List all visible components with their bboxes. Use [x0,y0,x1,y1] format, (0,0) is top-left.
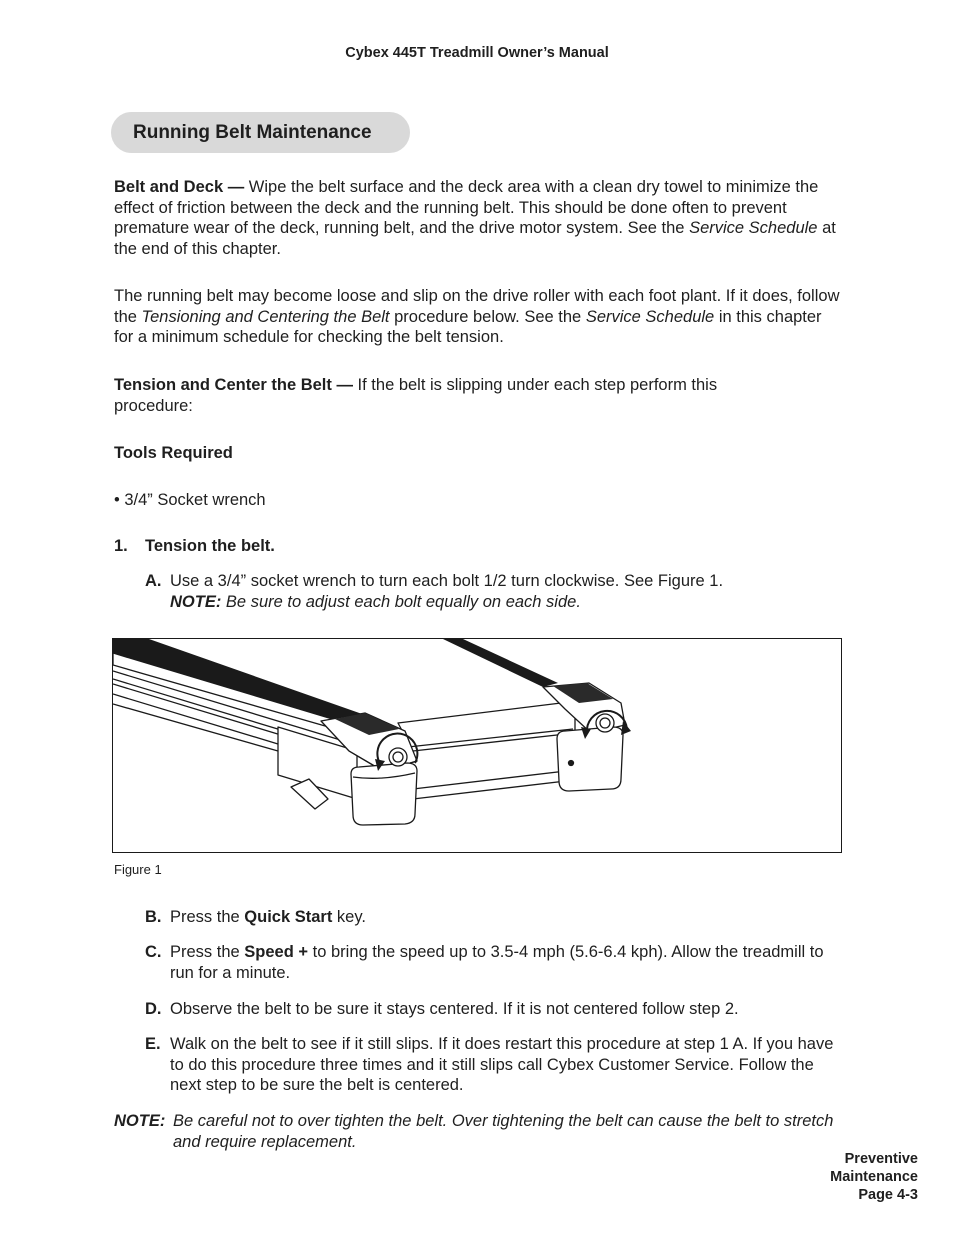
substep-c-text-2: to bring the speed up to 3.5-4 mph (5.6-6.4 kph). Allow the treadmill to run for a minute. [170,943,824,982]
loose-belt-paragraph [114,286,844,348]
substep-c-text-1: Press the [170,943,245,961]
substep-c [0,942,954,986]
figure-caption: Figure 1 [114,862,162,877]
speed-plus-key-label: Speed + [244,943,309,961]
tension-center-paragraph [114,375,774,416]
substep-a-note-text: Be sure to adjust each bolt equally on each side. [221,593,581,611]
service-schedule-ref-2: Service Schedule [585,307,715,326]
substep-b-text-1: Press the [170,908,245,926]
step-1-number: 1. [114,537,128,555]
substep-e [0,1034,954,1098]
substep-e-letter: E. [145,1035,161,1053]
substep-a-letter: A. [145,572,162,590]
note-label: NOTE: [114,1112,166,1130]
substep-b-text [170,907,840,928]
manual-title: Cybex 445T Treadmill Owner’s Manual [345,45,609,61]
tools-item: • 3/4” Socket wrench [114,491,266,509]
quick-start-key-label: Quick Start [244,908,333,926]
substep-a-instruction: Use a 3/4” socket wrench to turn each bolt 1/2 turn clockwise. See Figure 1. [170,572,724,590]
substep-a-text [170,571,840,613]
step-1-title: Tension the belt. [145,537,275,555]
loose-belt-text-3: in this chapter for a minimum schedule for checking the belt tension. [114,307,822,346]
substep-b-letter: B. [145,908,162,926]
tension-center-text: If the belt is slipping under each step perform this procedure: [114,376,718,415]
substep-c-letter: C. [145,943,162,961]
page-footer [830,1150,918,1204]
substep-c-text [170,942,840,984]
treadmill-rear-illustration [113,639,840,851]
substep-e-text: Walk on the belt to see if it still slips. If it does restart this procedure at step 1 A. If you have to do this procedure three times and it still slips call Cybex Customer Service. Follow the next step to be sure the belt is centered. [170,1035,834,1094]
substep-b [0,907,954,931]
note-text: Be careful not to over tighten the belt. Over tightening the belt can cause the belt to stretch and require replacement. [173,1112,834,1151]
substep-d-letter: D. [145,1000,162,1018]
tools-heading: Tools Required [114,444,233,462]
belt-deck-tail: at the end of this chapter. [114,219,836,258]
figure-1 [112,638,842,853]
belt-deck-text: Wipe the belt surface and the deck area with a clean dry towel to minimize the effect of friction between the deck and the running belt. This should be done often to prevent premature wear of the deck, running belt, and the drive motor system. See the [114,178,819,237]
service-schedule-ref: Service Schedule [689,219,818,237]
belt-deck-label: Belt and Deck — [114,178,245,196]
footer-line-1: Preventive [844,1151,918,1167]
step-1-heading [114,536,844,557]
tensioning-ref: Tensioning and Centering the Belt [141,307,390,326]
section-title: Running Belt Maintenance [111,112,410,153]
footer-line-2: Maintenance [830,1169,918,1185]
footer-page-number: Page 4-3 [858,1187,918,1203]
substep-a-note-label: NOTE: [170,593,222,611]
belt-deck-paragraph [114,177,844,259]
substep-d [0,999,954,1023]
tension-center-label: Tension and Center the Belt — [114,376,353,394]
substep-b-text-2: key. [332,908,366,926]
loose-belt-text-2: procedure below. See the [389,307,586,326]
substep-d-text: Observe the belt to be sure it stays centered. If it is not centered follow step 2. [170,1000,739,1018]
loose-belt-text-1: The running belt may become loose and slip on the drive roller with each foot plant. If it does, follow the [114,287,840,326]
substep-a [0,571,954,615]
